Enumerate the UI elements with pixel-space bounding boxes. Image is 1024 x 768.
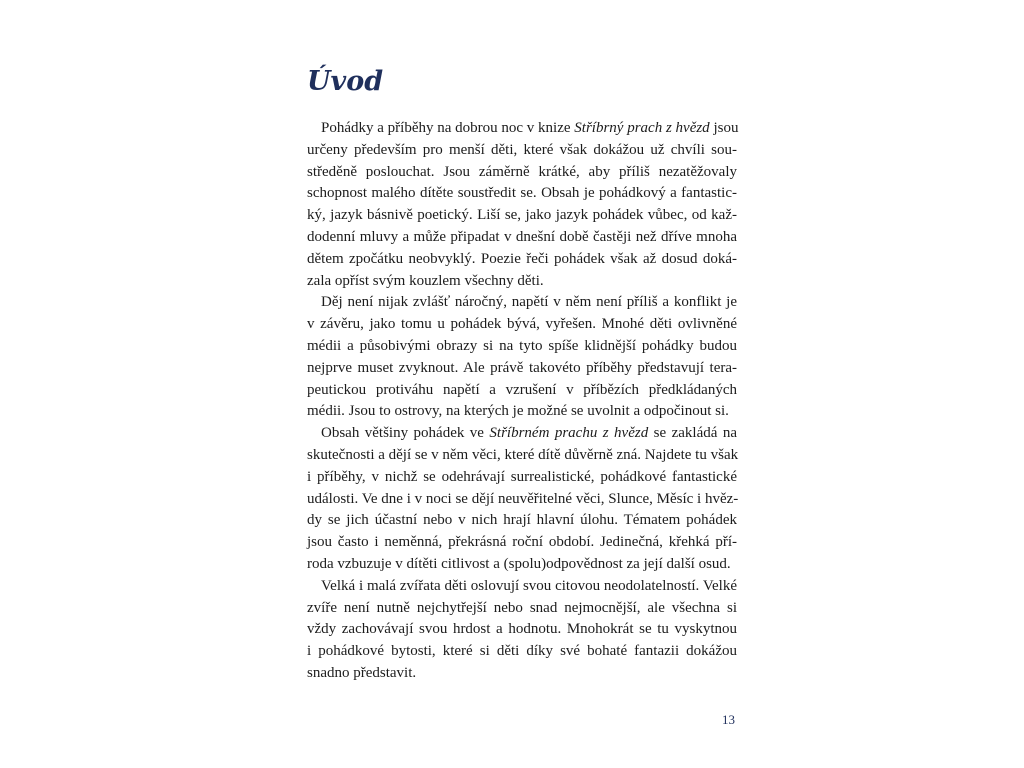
- book-title-text: Stříbrný prach z hvězd: [574, 120, 710, 136]
- page-number: 13: [722, 712, 735, 727]
- line-text: ký, jazyk básnivě poetický. Liší se, jako jazyk pohádek vůbec, od kaž-: [307, 207, 737, 224]
- line-text: Pohádky a příběhy na dobrou noc v knize: [321, 120, 575, 136]
- line-text: Velká i malá zvířata děti oslovují svou citovou neodolatelností. Velké: [321, 577, 737, 594]
- line-text: dodenní mluvy a může připadat v dnešní době častěji než dříve mnoha: [307, 228, 737, 245]
- text-line: [307, 205, 737, 227]
- line-text: dy se jich účastní nebo v nich hrají hlavní úlohu. Tématem pohádek: [307, 512, 737, 529]
- line-text: snadno představit.: [307, 664, 417, 681]
- text-line: [307, 619, 737, 641]
- line-text: schopnost malého dítěte soustředit se. Obsah je pohádkový a fantastic-: [307, 185, 737, 202]
- chapter-heading: Úvod: [307, 66, 384, 97]
- line-text: médii. Jsou to ostrovy, na kterých je možné se uvolnit a odpočinout si.: [307, 403, 729, 420]
- line-text: Děj není nijak zvlášť náročný, napětí v něm není příliš a konflikt je: [321, 294, 737, 311]
- text-line: [307, 118, 737, 140]
- text-line: [307, 467, 737, 489]
- paragraph: [307, 292, 737, 423]
- text-line: [307, 358, 737, 380]
- text-line: [307, 162, 737, 184]
- text-line: [307, 336, 737, 358]
- line-text: určeny především pro menší děti, které však dokážou už chvíli sou-: [307, 141, 737, 158]
- text-line: [307, 140, 737, 162]
- text-line: [307, 641, 737, 663]
- text-line: [307, 292, 737, 314]
- line-text: i příběhy, v nichž se odehrávají surrealistické, pohádkové fantastické: [307, 468, 737, 485]
- line-text: jsou často i neměnná, překrásná roční období. Jedinečná, křehká pří-: [307, 534, 737, 551]
- line-text: se zakládá na: [648, 425, 737, 442]
- paragraph: [307, 423, 737, 576]
- line-text: i pohádkové bytosti, které si děti díky své bohaté fantazii dokážou: [307, 643, 737, 660]
- line-text: roda vzbuzuje v dítěti citlivost a (spolu)odpovědnost za její další osud.: [307, 555, 731, 572]
- text-line: [307, 532, 737, 554]
- line-text: zala opříst svým kouzlem všechny děti.: [307, 272, 544, 289]
- text-line: [307, 380, 737, 402]
- text-line: [307, 510, 737, 532]
- body-text: [307, 118, 737, 685]
- text-line: [307, 423, 737, 445]
- line-text: události. Ve dne i v noci se dějí neuvěřitelné věci, Slunce, Měsíc i hvěz-: [307, 490, 739, 507]
- line-text: zvíře není nutně nejchytřejší nebo snad nejmocnější, ale všechna si: [307, 599, 737, 616]
- line-text: středěně poslouchat. Jsou záměrně krátké, aby příliš nezatěžovaly: [307, 163, 737, 180]
- text-line: [307, 249, 737, 271]
- text-line: [307, 663, 737, 685]
- line-text: v závěru, jako tomu u pohádek bývá, vyřešen. Mnohé děti ovlivněné: [307, 316, 737, 333]
- paragraph: [307, 118, 737, 292]
- text-line: [307, 183, 737, 205]
- line-text: peutickou protiváhu napětí a vzrušení v příbězích předkládaných: [307, 381, 737, 398]
- line-text: vždy zachovávají svou hrdost a hodnotu. Mnohokrát se tu vyskytnou: [307, 621, 737, 638]
- text-line: [307, 271, 737, 293]
- text-line: [307, 314, 737, 336]
- line-text: jsou: [709, 120, 739, 136]
- text-line: [307, 489, 737, 511]
- text-line: [307, 554, 737, 576]
- line-text: skutečnosti a dějí se v něm věci, které dítě důvěrně zná. Najdete tu však: [307, 446, 739, 463]
- line-text: Obsah většiny pohádek ve: [321, 425, 490, 442]
- book-title-text: Stříbrném prachu z hvězd: [489, 425, 649, 442]
- text-line: [307, 576, 737, 598]
- text-line: [307, 598, 737, 620]
- text-line: [307, 227, 737, 249]
- line-text: nejprve muset zvyknout. Ale právě takovéto příběhy představují tera-: [307, 359, 737, 376]
- line-text: dětem zpočátku neobvyklý. Poezie řeči pohádek však až dosud doká-: [307, 250, 737, 267]
- line-text: médii a působivými obrazy si na tyto spíše klidnější pohádky budou: [307, 337, 737, 354]
- paragraph: [307, 576, 737, 685]
- text-line: [307, 401, 737, 423]
- text-line: [307, 445, 737, 467]
